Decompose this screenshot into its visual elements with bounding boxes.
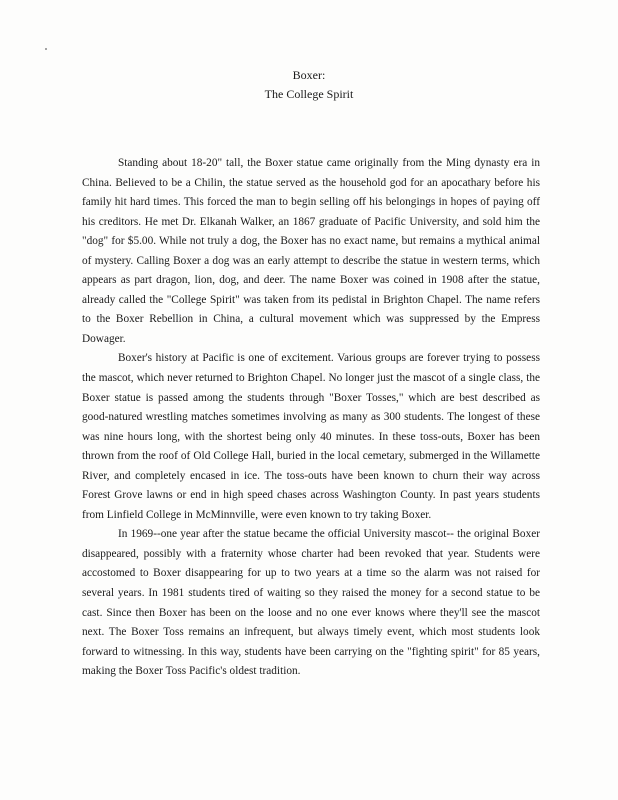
title-block	[0, 66, 618, 104]
paragraph-1: Standing about 18-20" tall, the Boxer statue came originally from the Ming dynasty era in China. Believed to be a Chilin, the statue served as the household god for an apocathary before his family hit hard times. This forced the man to begin selling off his belongings in hopes of paying off his creditors. He met Dr. Elkanah Walker, an 1867 graduate of Pacific University, and sold him the "dog" for $5.00. While not truly a dog, the Boxer has no exact name, but remains a mythical animal of mystery. Calling Boxer a dog was an early attempt to describe the statue in western terms, which appears as part dragon, lion, dog, and deer. The name Boxer was coined in 1908 after the statue, already called the "College Spirit" was taken from its pedistal in Brighton Chapel. The name refers to the Boxer Rebellion in China, a cultural movement which was suppressed by the Empress Dowager.	[82, 157, 540, 345]
scan-speck	[45, 48, 47, 50]
paragraph-2: Boxer's history at Pacific is one of excitement. Various groups are forever trying to possess the mascot, which never returned to Brighton Chapel. No longer just the mascot of a single class, the Boxer statue is passed among the students through "Boxer Tosses," which are best described as good-natured wrestling matches sometimes involving as many as 300 students. The longest of these was nine hours long, with the shortest being only 40 minutes. In these toss-outs, Boxer has been thrown from the roof of Old College Hall, buried in the local cemetary, submerged in the Willamette River, and completely encased in ice. The toss-outs have been known to churn their way across Forest Grove lawns or end in high speed chases across Washington County. In past years students from Linfield College in McMinnville, were even known to try taking Boxer.	[82, 352, 540, 521]
document-title: Boxer:	[292, 68, 326, 82]
document-subtitle: The College Spirit	[264, 87, 354, 101]
paragraph-3: In 1969--one year after the statue became the official University mascot-- the original Boxer disappeared, possibly with a fraternity whose charter had been revoked that year. Students were accostomed to Boxer disappearing for up to two years at a time so the alarm was not raised for several years. In 1981 students tired of waiting so they raised the money for a second statue to be cast. Since then Boxer has been on the loose and no one ever knows where they'll see the mascot next. The Boxer Toss remains an infrequent, but always timely event, which most students look forward to witnessing. In this way, students have been carrying on the "fighting spirit" for 85 years, making the Boxer Toss Pacific's oldest tradition.	[82, 528, 540, 678]
document-body	[82, 154, 540, 682]
